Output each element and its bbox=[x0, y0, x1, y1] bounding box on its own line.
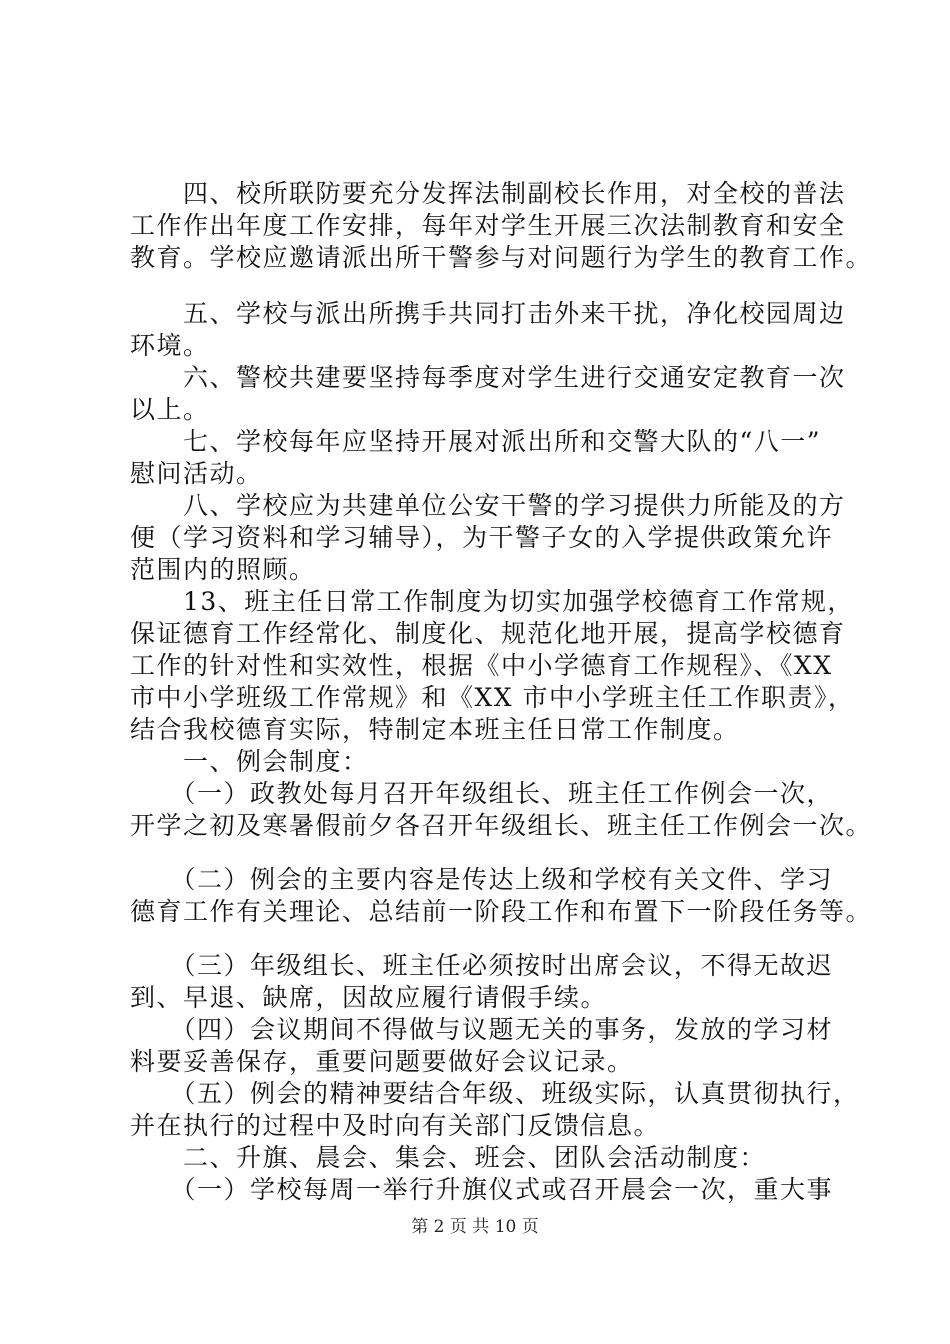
page-number-footer: 第 2 页 共 10 页 bbox=[411, 1217, 539, 1237]
text-line: 市中小学班级工作常规》和《XX 市中小学班主任工作职责》， bbox=[130, 683, 855, 712]
text-line: 慰问活动。 bbox=[130, 459, 263, 488]
text-line: 开学之初及寒暑假前夕各召开年级组长、班主任工作例会一次。 bbox=[130, 811, 873, 840]
text-line: 以上。 bbox=[130, 395, 210, 424]
text-line: 工作作出年度工作安排，每年对学生开展三次法制教育和安全 bbox=[130, 211, 846, 240]
text-line: 并在执行的过程中及时向有关部门反馈信息。 bbox=[130, 1111, 661, 1140]
text-line: 八、学校应为共建单位公安干警的学习提供力所能及的方 bbox=[130, 491, 846, 520]
text-line: 环境。 bbox=[130, 331, 210, 360]
text-line: 四、校所联防要充分发挥法制副校长作用，对全校的普法 bbox=[130, 179, 846, 208]
text-line: 六、警校共建要坚持每季度对学生进行交通安定教育一次 bbox=[130, 363, 846, 392]
text-line: （四）会议期间不得做与议题无关的事务，发放的学习材 bbox=[130, 1015, 834, 1044]
text-line: 一、例会制度： bbox=[130, 747, 369, 776]
text-line: 五、学校与派出所携手共同打击外来干扰，净化校园周边 bbox=[130, 299, 846, 328]
text-line: 二、升旗、晨会、集会、班会、团队会活动制度： bbox=[130, 1143, 767, 1172]
text-line: 德育工作有关理论、总结前一阶段工作和布置下一阶段任务等。 bbox=[130, 897, 873, 926]
text-line: 保证德育工作经常化、制度化、规范化地开展，提高学校德育 bbox=[130, 619, 846, 648]
text-line: （五）例会的精神要结合年级、班级实际，认真贯彻执行， bbox=[130, 1079, 860, 1108]
text-line: （二）例会的主要内容是传达上级和学校有关文件、学习 bbox=[130, 865, 834, 894]
text-line: 便（学习资料和学习辅导），为干警子女的入学提供政策允许 bbox=[130, 523, 834, 552]
text-line: 料要妥善保存，重要问题要做好会议记录。 bbox=[130, 1047, 634, 1076]
text-line: （一）政教处每月召开年级组长、班主任工作例会一次， bbox=[130, 779, 834, 808]
text-line: 结合我校德育实际，特制定本班主任日常工作制度。 bbox=[130, 715, 740, 744]
text-line: 13、班主任日常工作制度为切实加强学校德育工作常规， bbox=[130, 587, 854, 616]
text-line: 到、早退、缺席，因故应履行请假手续。 bbox=[130, 983, 608, 1012]
text-line: 工作的针对性和实效性，根据《中小学德育工作规程》、《XX bbox=[130, 651, 833, 680]
text-line: （一）学校每周一举行升旗仪式或召开晨会一次，重大事 bbox=[130, 1175, 834, 1204]
text-line: 范围内的照顾。 bbox=[130, 555, 316, 584]
text-line: 七、学校每年应坚持开展对派出所和交警大队的“八一” bbox=[130, 427, 822, 456]
text-line: 教育。学校应邀请派出所干警参与对问题行为学生的教育工作。 bbox=[130, 243, 873, 272]
text-line: （三）年级组长、班主任必须按时出席会议，不得无故迟 bbox=[130, 951, 834, 980]
